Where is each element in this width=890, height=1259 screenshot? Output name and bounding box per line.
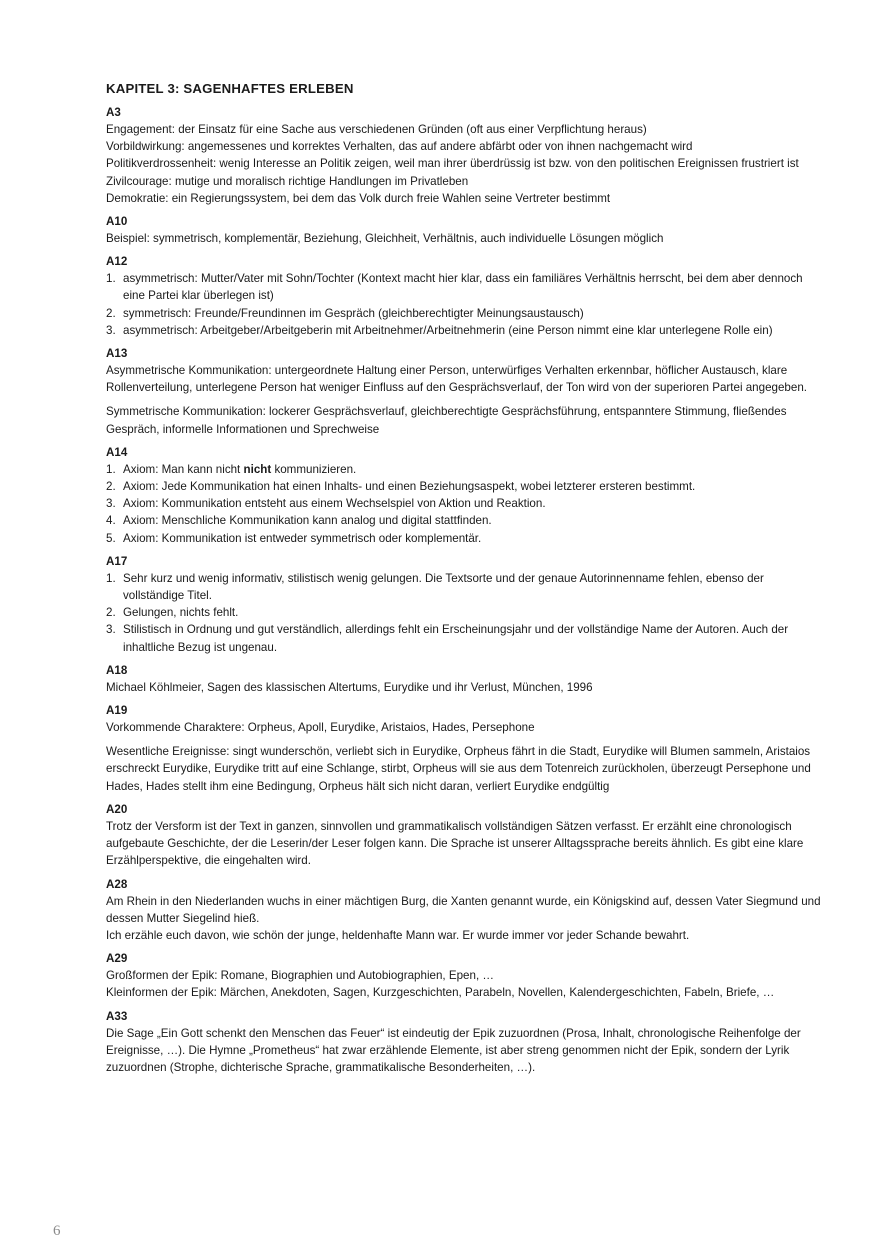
list-number: 1. [106, 462, 116, 476]
list-item [106, 478, 822, 495]
paragraph: Beispiel: symmetrisch, komplementär, Beziehung, Gleichheit, Verhältnis, auch individuelle Lösungen möglich [106, 232, 664, 246]
definition-line: Zivilcourage: mutige und moralisch richtige Handlungen im Privatleben [106, 174, 469, 188]
list-item [106, 604, 822, 621]
definition-line: Politikverdrossenheit: wenig Interesse an Politik zeigen, weil man ihrer überdrüssig ist bzw. von den politischen Ereignissen frustriert ist [106, 157, 799, 171]
list-item-text: Stilistisch in Ordnung und gut verständlich, allerdings fehlt ein Erscheinungsjahr und der vollständige Name der Autoren. Auch der inhaltliche Bezug ist ungenau. [123, 623, 789, 654]
section-a28 [106, 876, 822, 945]
list-number: 5. [106, 531, 116, 545]
section-a33 [106, 1008, 822, 1077]
list-item-text: Axiom: Kommunikation ist entweder symmetrisch oder komplementär. [123, 531, 482, 545]
definition-line: Engagement: der Einsatz für eine Sache aus verschiedenen Gründen (oft aus einer Verpflichtung heraus) [106, 123, 647, 136]
section-a13 [106, 345, 822, 438]
list-item-text: Axiom: Kommunikation entsteht aus einem Wechselspiel von Aktion und Reaktion. [123, 497, 546, 511]
section-heading: A18 [106, 663, 128, 677]
section-heading: A33 [106, 1009, 128, 1023]
list-item-text-start: Axiom: Man kann nicht [123, 462, 244, 476]
list-item-text-end: kommunizieren. [271, 462, 357, 476]
numbered-list [106, 461, 822, 547]
paragraph: Michael Köhlmeier, Sagen des klassischen Altertums, Eurydike und ihr Verlust, München, 1996 [106, 680, 593, 694]
list-number: 3. [106, 323, 116, 337]
paragraph: Ich erzähle euch davon, wie schön der junge, heldenhafte Mann war. Er wurde immer vor jeder Schande bewahrt. [106, 928, 690, 942]
section-a29 [106, 950, 822, 1001]
document-page [106, 80, 822, 1082]
definition-line: Demokratie: ein Regierungssystem, bei dem das Volk durch freie Wahlen seine Vertreter bestimmt [106, 191, 611, 205]
list-number: 1. [106, 272, 116, 286]
paragraph: Trotz der Versform ist der Text in ganzen, sinnvollen und grammatikalisch vollständigen Sätzen verfasst. Er erzählt eine chronologisch aufgebaute Geschichte, der die Leserin/der Leser folgen kann. Die Sprache ist unserer Alltagssprache bereits ähnlich. Es gibt eine klare Erzählperspektive, die eingehalten wird. [106, 819, 804, 868]
emphasis-text: nicht [243, 462, 272, 476]
paragraph: Wesentliche Ereignisse: singt wunderschön, verliebt sich in Eurydike, Orpheus fährt in die Stadt, Eurydike will Blumen sammeln, Aristaios erschreckt Eurydike, Eurydike tritt auf eine Schlange, stirbt, Orpheus will sie aus dem Totenreich zurückholen, überzeugt Persephone und Hades, Hades stellt ihm eine Bedingung, Orpheus hält sich nicht daran, verliert Eurydike endgültig [106, 745, 811, 793]
paragraph: Kleinformen der Epik: Märchen, Anekdoten, Sagen, Kurzgeschichten, Parabeln, Novellen, Kalendergeschichten, Fabeln, Briefe, … [106, 986, 775, 1000]
list-item-text: Axiom: Menschliche Kommunikation kann analog und digital stattfinden. [123, 514, 492, 528]
paragraph: Am Rhein in den Niederlanden wuchs in einer mächtigen Burg, die Xanten genannt wurde, ein Königskind auf, dessen Vater Siegmund und dessen Mutter Siegelind hieß. [106, 894, 821, 925]
numbered-list [106, 270, 822, 339]
section-a17 [106, 553, 822, 656]
list-item [106, 570, 822, 604]
list-item-text: asymmetrisch: Arbeitgeber/Arbeitgeberin mit Arbeitnehmer/Arbeitnehmerin (eine Person nimmt eine klar unterlegene Rolle ein) [123, 323, 773, 337]
section-heading: A28 [106, 877, 128, 891]
section-a20 [106, 801, 822, 870]
paragraph: Die Sage „Ein Gott schenkt den Menschen das Feuer“ ist eindeutig der Epik zuzuordnen (Prosa, Inhalt, chronologische Reihenfolge der Ereignisse, …). Die Hymne „Prometheus“ hat zwar erzählende Elemente, ist aber streng genommen nicht der Epik, sondern der Lyrik zuzuordnen (Strophe, dichterische Sprache, grammatikalische Besonderheiten, …). [106, 1026, 801, 1074]
chapter-title: KAPITEL 3: SAGENHAFTES ERLEBEN [106, 81, 354, 96]
list-number: 1. [106, 571, 116, 585]
list-item [106, 305, 822, 322]
section-heading: A29 [106, 952, 128, 966]
section-a3 [106, 104, 822, 207]
section-a10 [106, 213, 822, 247]
paragraph: Großformen der Epik: Romane, Biographien und Autobiographien, Epen, … [106, 969, 494, 983]
section-a19 [106, 702, 822, 795]
list-number: 2. [106, 606, 116, 620]
list-number: 2. [106, 480, 116, 494]
section-a12 [106, 253, 822, 339]
list-item [106, 495, 822, 512]
paragraph: Asymmetrische Kommunikation: untergeordnete Haltung einer Person, unterwürfiges Verhalten erkennbar, höflicher Austausch, klare Rollenverteilung, unterlegene Person hat weniger Einfluss auf den Gesprächsverlauf, der Ton wird von der superioren Partei angegeben. [106, 364, 807, 395]
numbered-list [106, 570, 822, 656]
section-a18 [106, 662, 822, 696]
section-heading: A13 [106, 347, 128, 361]
section-heading: A12 [106, 255, 128, 269]
list-item-text: symmetrisch: Freunde/Freundinnen im Gespräch (gleichberechtigter Meinungsaustausch) [123, 306, 584, 320]
list-number: 4. [106, 514, 116, 528]
page-number: 6 [53, 1223, 61, 1239]
list-item [106, 530, 822, 547]
section-heading: A10 [106, 215, 128, 229]
section-heading: A17 [106, 554, 128, 568]
section-a14 [106, 444, 822, 547]
section-heading: A14 [106, 445, 128, 459]
paragraph: Vorkommende Charaktere: Orpheus, Apoll, Eurydike, Aristaios, Hades, Persephone [106, 721, 535, 735]
list-item [106, 270, 822, 304]
list-item [106, 512, 822, 529]
list-item-text: Gelungen, nichts fehlt. [123, 606, 239, 620]
list-item [106, 461, 822, 478]
list-number: 3. [106, 623, 116, 637]
section-heading: A20 [106, 802, 128, 816]
list-item-text: asymmetrisch: Mutter/Vater mit Sohn/Tochter (Kontext macht hier klar, dass ein familiäres Verhältnis herrscht, bei dem aber dennoch eine Partei klar überlegen ist) [123, 272, 803, 303]
paragraph: Symmetrische Kommunikation: lockerer Gesprächsverlauf, gleichberechtigte Gesprächsführung, entspanntere Stimmung, fließendes Gespräch, informelle Informationen und Sprechweise [106, 405, 787, 436]
list-number: 3. [106, 497, 116, 511]
section-heading: A3 [106, 106, 121, 119]
section-heading: A19 [106, 704, 128, 718]
list-item [106, 621, 822, 655]
list-item [106, 322, 822, 339]
list-number: 2. [106, 306, 116, 320]
list-item-text: Axiom: Jede Kommunikation hat einen Inhalts- und einen Beziehungsaspekt, wobei letzterer ersteren bestimmt. [123, 480, 696, 494]
definition-line: Vorbildwirkung: angemessenes und korrektes Verhalten, das auf andere abfärbt oder von ihnen nachgemacht wird [106, 140, 693, 154]
list-item-text: Sehr kurz und wenig informativ, stilistisch wenig gelungen. Die Textsorte und der genaue Autorinnenname fehlen, ebenso der vollständige Titel. [123, 571, 764, 603]
